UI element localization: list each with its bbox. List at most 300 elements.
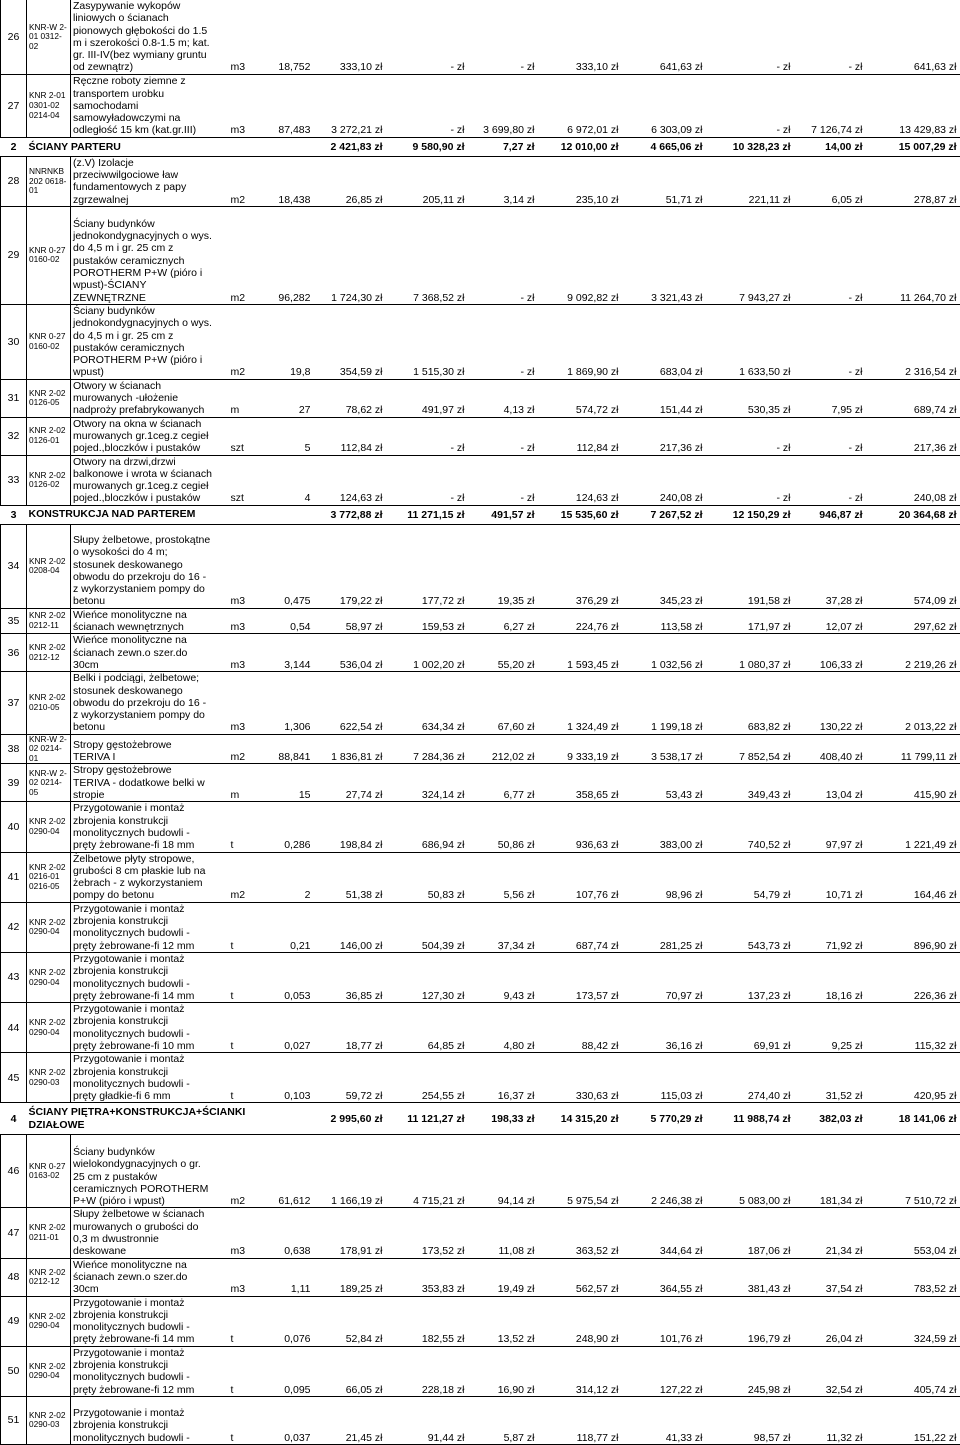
cost-column-8: 405,74 zł [867, 1346, 960, 1396]
cost-column-1: 333,10 zł [315, 0, 387, 74]
section-total-8: 20 364,68 zł [867, 505, 960, 524]
unit: szt [225, 417, 261, 455]
cost-column-8: 2 013,22 zł [867, 672, 960, 734]
cost-column-8: 2 316,54 zł [867, 304, 960, 379]
cost-column-1: 622,54 zł [315, 672, 387, 734]
row-number: 28 [1, 156, 27, 206]
row-number: 43 [1, 952, 27, 1002]
cost-column-1: 1 166,19 zł [315, 1135, 387, 1208]
work-description: Przygotowanie i montaż zbrojenia konstrukcji monolitycznych budowli - pręty żebrowane-fi 14 mm [71, 1296, 225, 1346]
cost-column-3: - zł [469, 417, 539, 455]
cost-column-3: 67,60 zł [469, 672, 539, 734]
catalog-code: KNR 0-27 0160-02 [27, 206, 71, 304]
cost-column-6: 7 852,54 zł [707, 734, 795, 764]
table-row [1, 608, 960, 634]
cost-column-6: 274,40 zł [707, 1053, 795, 1103]
cost-column-1: 36,85 zł [315, 952, 387, 1002]
cost-column-6: 7 943,27 zł [707, 206, 795, 304]
cost-column-2: 491,97 zł [387, 379, 469, 417]
unit: m2 [225, 1135, 261, 1208]
cost-column-5: 98,96 zł [623, 852, 707, 902]
quantity: 18,752 [261, 0, 315, 74]
quantity: 18,438 [261, 156, 315, 206]
work-description: Przygotowanie i montaż zbrojenia konstrukcji monolitycznych budowli - pręty gładkie-fi 6 mm [71, 1053, 225, 1103]
quantity: 3,144 [261, 634, 315, 672]
cost-column-1: 18,77 zł [315, 1003, 387, 1053]
cost-column-2: 254,55 zł [387, 1053, 469, 1103]
table-row [1, 634, 960, 672]
cost-column-4: 333,10 zł [539, 0, 623, 74]
cost-column-1: 198,84 zł [315, 802, 387, 852]
catalog-code: KNR-W 2- 02 0214- 01 [27, 734, 71, 764]
cost-column-8: 641,63 zł [867, 0, 960, 74]
section-title: ŚCIANY PIĘTRA+KONSTRUKCJA+ŚCIANKI DZIAŁOWE [27, 1103, 315, 1135]
cost-column-1: 179,22 zł [315, 524, 387, 608]
cost-column-6: - zł [707, 74, 795, 137]
cost-column-7: 9,25 zł [795, 1003, 867, 1053]
quantity: 0,54 [261, 608, 315, 634]
cost-column-8: 240,08 zł [867, 455, 960, 505]
table-row [1, 1296, 960, 1346]
cost-column-8: 7 510,72 zł [867, 1135, 960, 1208]
cost-column-1: 124,63 zł [315, 455, 387, 505]
cost-column-1: 27,74 zł [315, 764, 387, 802]
work-description: Wieńce monolityczne na ścianach zewn.o szer.do 30cm [71, 634, 225, 672]
cost-estimate-body [1, 0, 960, 1444]
catalog-code: KNR-W 2- 01 0312- 02 [27, 0, 71, 74]
quantity: 1,306 [261, 672, 315, 734]
unit: t [225, 1346, 261, 1396]
cost-column-5: 36,16 zł [623, 1003, 707, 1053]
cost-column-8: 1 221,49 zł [867, 802, 960, 852]
cost-column-3: 3,14 zł [469, 156, 539, 206]
cost-column-6: 1 633,50 zł [707, 304, 795, 379]
cost-column-1: 26,85 zł [315, 156, 387, 206]
work-description: Przygotowanie i montaż zbrojenia konstrukcji monolitycznych budowli - pręty żebrowane-fi 18 mm [71, 802, 225, 852]
work-description: Przygotowanie i montaż zbrojenia konstrukcji monolitycznych budowli - pręty żebrowane-fi 12 mm [71, 1346, 225, 1396]
cost-column-8: 689,74 zł [867, 379, 960, 417]
cost-column-5: 70,97 zł [623, 952, 707, 1002]
cost-column-8: 2 219,26 zł [867, 634, 960, 672]
cost-column-3: 212,02 zł [469, 734, 539, 764]
cost-column-8: 553,04 zł [867, 1208, 960, 1258]
work-description: Otwory w ścianach murowanych -ułożenie nadproży prefabrykowanych [71, 379, 225, 417]
section-total-3: 7,27 zł [469, 137, 539, 156]
cost-column-8: 217,36 zł [867, 417, 960, 455]
catalog-code: KNR 2-02 0290-04 [27, 1346, 71, 1396]
cost-column-7: 10,71 zł [795, 852, 867, 902]
cost-column-5: 383,00 zł [623, 802, 707, 852]
row-number: 33 [1, 455, 27, 505]
unit: t [225, 1296, 261, 1346]
cost-column-8: 115,32 zł [867, 1003, 960, 1053]
unit: t [225, 1003, 261, 1053]
cost-column-8: 896,90 zł [867, 902, 960, 952]
cost-column-2: 686,94 zł [387, 802, 469, 852]
cost-column-4: 9 333,19 zł [539, 734, 623, 764]
cost-column-4: 235,10 zł [539, 156, 623, 206]
section-title: ŚCIANY PARTERU [27, 137, 315, 156]
cost-column-3: 4,80 zł [469, 1003, 539, 1053]
section-number: 4 [1, 1103, 27, 1135]
cost-column-8: 164,46 zł [867, 852, 960, 902]
catalog-code: KNR 2-02 0290-03 [27, 1396, 71, 1444]
section-number: 3 [1, 505, 27, 524]
cost-column-1: 21,45 zł [315, 1396, 387, 1444]
section-number: 2 [1, 137, 27, 156]
cost-column-4: 936,63 zł [539, 802, 623, 852]
quantity: 96,282 [261, 206, 315, 304]
cost-column-2: - zł [387, 0, 469, 74]
cost-column-2: 7 284,36 zł [387, 734, 469, 764]
cost-column-2: - zł [387, 74, 469, 137]
cost-column-6: - zł [707, 417, 795, 455]
cost-column-5: 344,64 zł [623, 1208, 707, 1258]
cost-column-5: 364,55 zł [623, 1258, 707, 1296]
cost-column-8: 11 264,70 zł [867, 206, 960, 304]
cost-column-2: 173,52 zł [387, 1208, 469, 1258]
cost-column-3: 5,87 zł [469, 1396, 539, 1444]
cost-column-4: 118,77 zł [539, 1396, 623, 1444]
catalog-code: KNR 2-02 0126-05 [27, 379, 71, 417]
cost-column-3: 19,49 zł [469, 1258, 539, 1296]
work-description: Przygotowanie i montaż zbrojenia konstrukcji monolitycznych budowli - pręty żebrowane-fi 12 mm [71, 902, 225, 952]
cost-column-7: 130,22 zł [795, 672, 867, 734]
row-number: 49 [1, 1296, 27, 1346]
cost-column-5: 281,25 zł [623, 902, 707, 952]
cost-column-4: 376,29 zł [539, 524, 623, 608]
cost-column-4: 248,90 zł [539, 1296, 623, 1346]
cost-column-7: 71,92 zł [795, 902, 867, 952]
cost-column-5: 217,36 zł [623, 417, 707, 455]
quantity: 2 [261, 852, 315, 902]
cost-column-1: 59,72 zł [315, 1053, 387, 1103]
section-total-4: 14 315,20 zł [539, 1103, 623, 1135]
cost-column-2: - zł [387, 455, 469, 505]
section-total-7: 14,00 zł [795, 137, 867, 156]
section-total-5: 7 267,52 zł [623, 505, 707, 524]
table-row [1, 902, 960, 952]
table-row [1, 672, 960, 734]
cost-column-5: 115,03 zł [623, 1053, 707, 1103]
catalog-code: KNR 2-02 0212-12 [27, 634, 71, 672]
cost-column-3: 19,35 zł [469, 524, 539, 608]
cost-column-7: - zł [795, 304, 867, 379]
unit: szt [225, 455, 261, 505]
cost-column-8: 11 799,11 zł [867, 734, 960, 764]
section-header-row [1, 137, 960, 156]
row-number: 47 [1, 1208, 27, 1258]
cost-column-7: - zł [795, 417, 867, 455]
cost-column-2: 504,39 zł [387, 902, 469, 952]
cost-column-2: 4 715,21 zł [387, 1135, 469, 1208]
quantity: 0,286 [261, 802, 315, 852]
row-number: 46 [1, 1135, 27, 1208]
cost-column-8: 278,87 zł [867, 156, 960, 206]
cost-column-1: 189,25 zł [315, 1258, 387, 1296]
row-number: 39 [1, 764, 27, 802]
catalog-code: KNR 2-01 0301-02 0214-04 [27, 74, 71, 137]
section-total-5: 4 665,06 zł [623, 137, 707, 156]
cost-column-2: 7 368,52 zł [387, 206, 469, 304]
work-description: Przygotowanie i montaż zbrojenia konstrukcji monolitycznych budowli - pręty żebrowane-fi 10 mm [71, 1003, 225, 1053]
table-row [1, 524, 960, 608]
row-number: 50 [1, 1346, 27, 1396]
unit: m3 [225, 74, 261, 137]
section-total-8: 18 141,06 zł [867, 1103, 960, 1135]
table-row [1, 1346, 960, 1396]
cost-column-5: 240,08 zł [623, 455, 707, 505]
table-row [1, 0, 960, 74]
row-number: 38 [1, 734, 27, 764]
catalog-code: KNR-W 2- 02 0214- 05 [27, 764, 71, 802]
cost-column-2: 64,85 zł [387, 1003, 469, 1053]
cost-column-2: 324,14 zł [387, 764, 469, 802]
cost-column-5: 1 199,18 zł [623, 672, 707, 734]
work-description: Ręczne roboty ziemne z transportem urobku samochodami samowyładowczymi na odległość 15 km (kat.gr.III) [71, 74, 225, 137]
unit: m [225, 379, 261, 417]
cost-column-5: 41,33 zł [623, 1396, 707, 1444]
cost-column-5: 127,22 zł [623, 1346, 707, 1396]
cost-column-5: 151,44 zł [623, 379, 707, 417]
quantity: 0,076 [261, 1296, 315, 1346]
section-total-2: 11 121,27 zł [387, 1103, 469, 1135]
section-total-6: 10 328,23 zł [707, 137, 795, 156]
cost-column-3: 4,13 zł [469, 379, 539, 417]
cost-column-6: - zł [707, 0, 795, 74]
cost-column-4: 112,84 zł [539, 417, 623, 455]
table-row [1, 304, 960, 379]
cost-column-2: 1 515,30 zł [387, 304, 469, 379]
cost-column-8: 226,36 zł [867, 952, 960, 1002]
cost-column-4: 363,52 zł [539, 1208, 623, 1258]
catalog-code: KNR 2-02 0208-04 [27, 524, 71, 608]
row-number: 44 [1, 1003, 27, 1053]
work-description: Przygotowanie i montaż zbrojenia konstrukcji monolitycznych budowli - pręty żebrowane-fi 14 mm [71, 952, 225, 1002]
work-description: Otwory na okna w ścianach murowanych gr.1ceg.z cegieł pojed.,bloczków i pustaków [71, 417, 225, 455]
catalog-code: KNR 2-02 0290-04 [27, 902, 71, 952]
cost-column-7: 408,40 zł [795, 734, 867, 764]
table-row [1, 952, 960, 1002]
cost-column-8: 574,09 zł [867, 524, 960, 608]
quantity: 0,103 [261, 1053, 315, 1103]
section-total-6: 12 150,29 zł [707, 505, 795, 524]
cost-column-2: 228,18 zł [387, 1346, 469, 1396]
cost-column-3: - zł [469, 206, 539, 304]
quantity: 0,638 [261, 1208, 315, 1258]
section-total-7: 382,03 zł [795, 1103, 867, 1135]
cost-column-3: 50,86 zł [469, 802, 539, 852]
cost-column-2: 1 002,20 zł [387, 634, 469, 672]
row-number: 40 [1, 802, 27, 852]
cost-column-6: 98,57 zł [707, 1396, 795, 1444]
work-description: Belki i podciągi, żelbetowe; stosunek deskowanego obwodu do przekroju do 16 - z wykorzystaniem pompy do betonu [71, 672, 225, 734]
cost-column-5: 3 321,43 zł [623, 206, 707, 304]
cost-column-4: 314,12 zł [539, 1346, 623, 1396]
unit: t [225, 802, 261, 852]
section-header-row [1, 1103, 960, 1135]
work-description: Ściany budynków wielokondygnacyjnych o gr. 25 cm z pustaków ceramicznych POROTHERM P+W (pióro i wpust) [71, 1135, 225, 1208]
cost-column-7: 13,04 zł [795, 764, 867, 802]
cost-column-1: 536,04 zł [315, 634, 387, 672]
cost-column-4: 562,57 zł [539, 1258, 623, 1296]
cost-column-1: 146,00 zł [315, 902, 387, 952]
cost-column-6: 5 083,00 zł [707, 1135, 795, 1208]
section-header-row [1, 505, 960, 524]
cost-column-8: 13 429,83 zł [867, 74, 960, 137]
cost-column-3: - zł [469, 455, 539, 505]
section-total-4: 15 535,60 zł [539, 505, 623, 524]
cost-column-2: 127,30 zł [387, 952, 469, 1002]
cost-column-6: 740,52 zł [707, 802, 795, 852]
cost-column-6: - zł [707, 455, 795, 505]
unit: m3 [225, 1208, 261, 1258]
unit: m3 [225, 1258, 261, 1296]
work-description: Ściany budynków jednokondygnacyjnych o wys. do 4,5 m i gr. 25 cm z pustaków ceramicznych POROTHERM P+W (pióro i wpust)-ŚCIANY ZEWNĘTRZNE [71, 206, 225, 304]
work-description: Wieńce monolityczne na ścianach zewn.o szer.do 30cm [71, 1258, 225, 1296]
unit: m3 [225, 672, 261, 734]
cost-column-2: 91,44 zł [387, 1396, 469, 1444]
cost-column-2: 634,34 zł [387, 672, 469, 734]
work-description: Zasypywanie wykopów liniowych o ścianach pionowych głębokości do 1.5 m i szerokości 0.8-1.5 m; kat. gr. III-IV(bez wymiany gruntu od zewnątrz) [71, 0, 225, 74]
unit: t [225, 1396, 261, 1444]
catalog-code: KNR 2-02 0212-12 [27, 1258, 71, 1296]
section-total-8: 15 007,29 zł [867, 137, 960, 156]
cost-column-7: 7,95 zł [795, 379, 867, 417]
cost-column-2: 205,11 zł [387, 156, 469, 206]
quantity: 27 [261, 379, 315, 417]
cost-column-7: 181,34 zł [795, 1135, 867, 1208]
cost-column-6: 171,97 zł [707, 608, 795, 634]
cost-column-4: 124,63 zł [539, 455, 623, 505]
cost-column-8: 420,95 zł [867, 1053, 960, 1103]
cost-column-1: 66,05 zł [315, 1346, 387, 1396]
catalog-code: KNR 2-02 0290-04 [27, 1003, 71, 1053]
quantity: 88,841 [261, 734, 315, 764]
cost-column-5: 53,43 zł [623, 764, 707, 802]
cost-column-7: 18,16 zł [795, 952, 867, 1002]
cost-column-7: - zł [795, 455, 867, 505]
table-row [1, 1208, 960, 1258]
row-number: 31 [1, 379, 27, 417]
cost-column-5: 6 303,09 zł [623, 74, 707, 137]
unit: m2 [225, 156, 261, 206]
unit: t [225, 902, 261, 952]
quantity: 0,475 [261, 524, 315, 608]
row-number: 51 [1, 1396, 27, 1444]
cost-column-6: 137,23 zł [707, 952, 795, 1002]
row-number: 42 [1, 902, 27, 952]
catalog-code: KNR 2-02 0210-05 [27, 672, 71, 734]
cost-column-1: 78,62 zł [315, 379, 387, 417]
cost-column-4: 1 324,49 zł [539, 672, 623, 734]
cost-column-2: 177,72 zł [387, 524, 469, 608]
section-total-1: 2 995,60 zł [315, 1103, 387, 1135]
quantity: 0,095 [261, 1346, 315, 1396]
cost-column-4: 5 975,54 zł [539, 1135, 623, 1208]
unit: m2 [225, 852, 261, 902]
cost-column-2: 159,53 zł [387, 608, 469, 634]
table-row [1, 74, 960, 137]
cost-column-7: 32,54 zł [795, 1346, 867, 1396]
row-number: 34 [1, 524, 27, 608]
cost-column-4: 358,65 zł [539, 764, 623, 802]
cost-column-1: 112,84 zł [315, 417, 387, 455]
cost-column-4: 88,42 zł [539, 1003, 623, 1053]
work-description: Stropy gęstożebrowe TERIVA I [71, 734, 225, 764]
table-row [1, 1053, 960, 1103]
section-total-6: 11 988,74 zł [707, 1103, 795, 1135]
cost-column-6: 187,06 zł [707, 1208, 795, 1258]
cost-column-1: 1 724,30 zł [315, 206, 387, 304]
unit: m2 [225, 206, 261, 304]
unit: m2 [225, 304, 261, 379]
unit: m2 [225, 734, 261, 764]
table-row [1, 455, 960, 505]
cost-column-3: 9,43 zł [469, 952, 539, 1002]
section-title: KONSTRUKCJA NAD PARTEREM [27, 505, 315, 524]
cost-column-3: 11,08 zł [469, 1208, 539, 1258]
cost-column-3: 55,20 zł [469, 634, 539, 672]
cost-column-5: 51,71 zł [623, 156, 707, 206]
cost-column-3: 16,37 zł [469, 1053, 539, 1103]
cost-column-7: - zł [795, 206, 867, 304]
cost-column-3: - zł [469, 304, 539, 379]
cost-column-3: 6,77 zł [469, 764, 539, 802]
cost-column-7: 6,05 zł [795, 156, 867, 206]
section-total-4: 12 010,00 zł [539, 137, 623, 156]
quantity: 61,612 [261, 1135, 315, 1208]
cost-column-6: 196,79 zł [707, 1296, 795, 1346]
row-number: 29 [1, 206, 27, 304]
work-description: Słupy żelbetowe w ścianach murowanych o grubości do 0,3 m dwustronnie deskowane [71, 1208, 225, 1258]
catalog-code: KNR 2-02 0126-01 [27, 417, 71, 455]
cost-column-8: 324,59 zł [867, 1296, 960, 1346]
catalog-code: KNR 0-27 0163-02 [27, 1135, 71, 1208]
cost-column-7: 21,34 zł [795, 1208, 867, 1258]
cost-column-3: 5,56 zł [469, 852, 539, 902]
unit: m3 [225, 0, 261, 74]
table-row [1, 1003, 960, 1053]
work-description: (z.V) Izolacje przeciwwilgociowe ław fundamentowych z papy zgrzewalnej [71, 156, 225, 206]
cost-column-4: 107,76 zł [539, 852, 623, 902]
work-description: Ściany budynków jednokondygnacyjnych o wys. do 4,5 m i gr. 25 cm z pustaków ceramicznych POROTHERM P+W (pióro i wpust) [71, 304, 225, 379]
table-row [1, 379, 960, 417]
cost-column-5: 2 246,38 zł [623, 1135, 707, 1208]
work-description: Wieńce monolityczne na ścianach wewnętrznych [71, 608, 225, 634]
row-number: 36 [1, 634, 27, 672]
row-number: 41 [1, 852, 27, 902]
table-row [1, 156, 960, 206]
quantity: 0,037 [261, 1396, 315, 1444]
cost-column-6: 683,82 zł [707, 672, 795, 734]
work-description: Otwory na drzwi,drzwi balkonowe i wrota w ścianach murowanych gr.1ceg.z cegieł pojed.,bloczków i pustaków [71, 455, 225, 505]
cost-column-1: 354,59 zł [315, 304, 387, 379]
catalog-code: KNR 2-02 0290-04 [27, 1296, 71, 1346]
work-description: Przygotowanie i montaż zbrojenia konstrukcji monolitycznych budowli - [71, 1396, 225, 1444]
cost-column-6: 349,43 zł [707, 764, 795, 802]
cost-column-6: 381,43 zł [707, 1258, 795, 1296]
cost-column-7: 97,97 zł [795, 802, 867, 852]
cost-column-3: 37,34 zł [469, 902, 539, 952]
cost-column-7: 11,32 zł [795, 1396, 867, 1444]
cost-column-4: 1 593,45 zł [539, 634, 623, 672]
section-total-3: 491,57 zł [469, 505, 539, 524]
unit: m3 [225, 634, 261, 672]
work-description: Słupy żelbetowe, prostokątne o wysokości do 4 m; stosunek deskowanego obwodu do przekroju do 16 - z wykorzystaniem pompy do betonu [71, 524, 225, 608]
table-row [1, 1396, 960, 1444]
cost-column-8: 297,62 zł [867, 608, 960, 634]
